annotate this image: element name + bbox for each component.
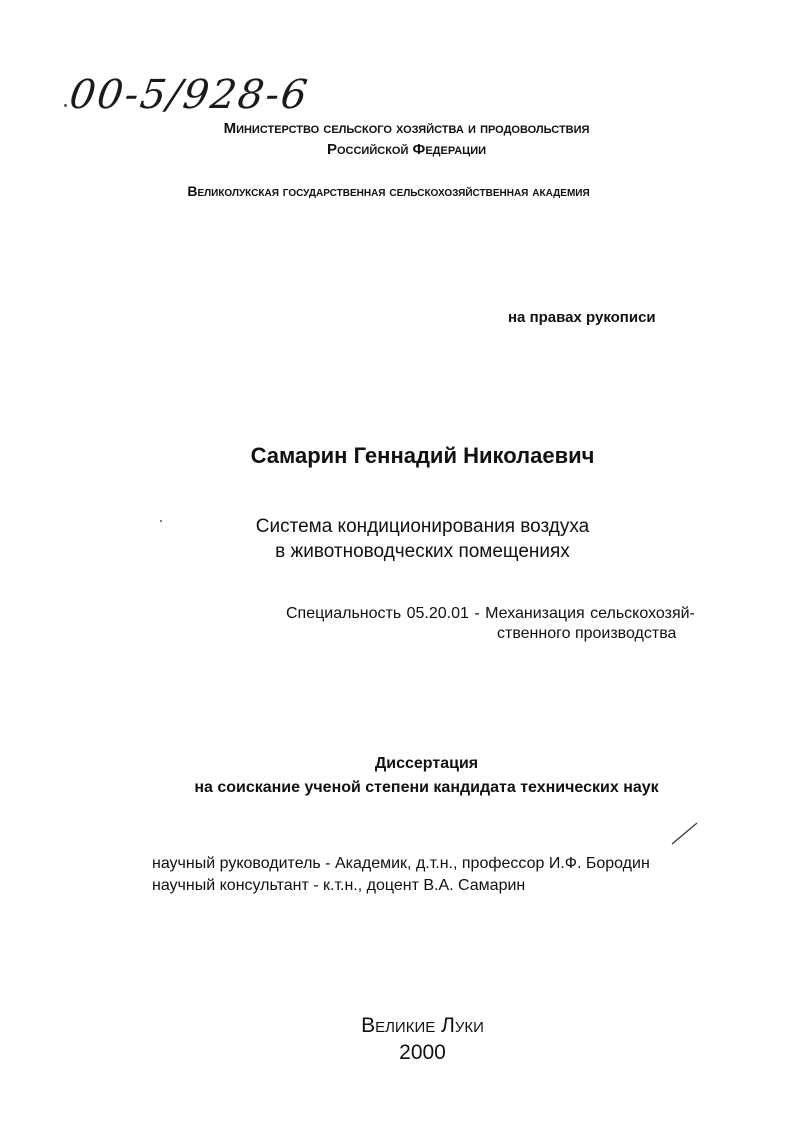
supervisor-line: научный руководитель - Академик, д.т.н., профессор И.Ф. Бородин (152, 855, 650, 872)
consultant-line: научный консультант - к.т.н., доцент В.А. Самарин (152, 877, 526, 894)
ministry-line-2: Российской Федерации (326, 141, 487, 158)
city-name: Великие Луки (361, 1014, 484, 1037)
degree-description: на соискание ученой степени кандидата технических наук (194, 779, 659, 796)
place-and-year (26, 1012, 793, 1066)
advisors-block (152, 853, 650, 897)
year: 2000 (399, 1041, 446, 1064)
speciality-line-1: Специальность 05.20.01 - Механизация сельскохозяй- (286, 605, 695, 622)
title-line-1: Система кондиционирования воздуха (255, 516, 590, 537)
speciality-line-2: ственного производства (497, 625, 677, 642)
ministry-line-1: Министерство сельского хозяйства и продовольствия (223, 120, 590, 137)
scan-speck (64, 104, 67, 107)
title-line-2: в животноводческих помещениях (275, 541, 570, 562)
ministry-header (10, 118, 793, 160)
degree-statement (30, 752, 793, 800)
academy-name: Великолукская государственная сельскохозяйственная академия (187, 183, 590, 199)
handwritten-archive-number: 00-5/928-6 (66, 72, 312, 118)
author-name: Самарин Геннадий Николаевич (250, 443, 595, 468)
degree-heading: Диссертация (374, 755, 479, 772)
pen-mark (670, 820, 700, 846)
dissertation-title (26, 514, 793, 564)
rights-notice: на правах рукописи (508, 309, 656, 326)
